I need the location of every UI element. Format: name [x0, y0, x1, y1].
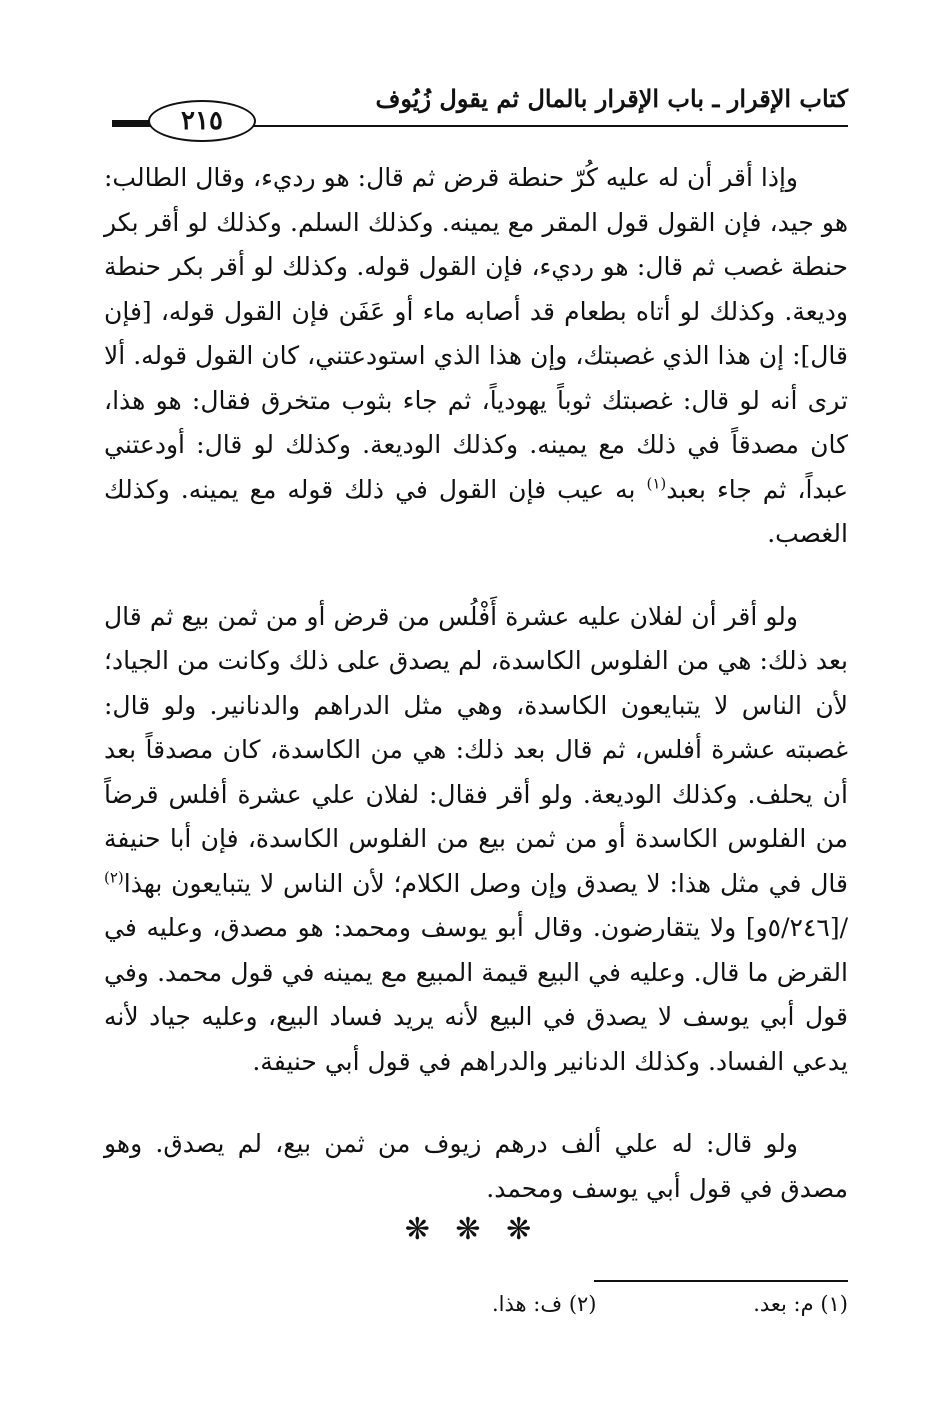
- paragraph-3-text: ولو قال: له علي ألف درهم زيوف من ثمن بيع، لم يصدق. وهو مصدق في قول أبي يوسف ومحمد.: [104, 1129, 848, 1203]
- footnote-1-label: (١): [820, 1292, 848, 1316]
- paragraph-2-text-a: ولو أقر أن لفلان عليه عشرة أَفْلُس من قرض أو من ثمن بيع ثم قال بعد ذلك: هي من الفلوس الكاسدة، لم يصدق على ذلك وكانت من الجياد؛ لأن الناس لا يتبايعون الكاسدة، وهي مثل الدراهم والدنانير. ولو قال: غصبته عشرة أفلس، ثم قال بعد ذلك: هي من الكاسدة، كان مصدقاً بعد أن يحلف. وكذلك الوديعة. ولو أقر فقال: لفلان علي عشرة أفلس قرضاً من الفلوس الكاسدة أو من ثمن بيع من الفلوس الكاسدة، فإن أبا حنيفة قال في مثل هذا: لا يصدق وإن وصل الكلام؛ لأن الناس لا يتبايعون بهذا: [104, 601, 848, 898]
- page-header: [112, 80, 848, 138]
- footnote-2-label: (٢): [568, 1292, 597, 1316]
- paragraph-2-text-b: /[٥/٢٤٦و] ولا يتقارضون. وقال أبو يوسف ومحمد: هو مصدق، وعليه في القرض ما قال. وعليه في البيع قيمة المبيع مع يمينه في قول محمد. وفي قول أبي يوسف لا يصدق في البيع لأنه يريد فساد البيع، وعليه جياد لأنه يدعي الفساد. وكذلك الدنانير والدراهم في قول أبي حنيفة.: [104, 913, 848, 1076]
- footnote-ref-2: (٢): [104, 868, 124, 887]
- footnote-2: [492, 1292, 597, 1316]
- footnote-1: [753, 1292, 848, 1316]
- footnotes: [88, 1292, 848, 1316]
- page-number: ٢١٥: [148, 100, 256, 142]
- paragraph-gap: [104, 1084, 848, 1122]
- paragraph-1-text-a: وإذا أقر أن له عليه كُرّ حنطة قرض ثم قال: هو رديء، وقال الطالب: هو جيد، فإن القول قول المقر مع يمينه. وكذلك السلم. وكذلك لو أقر بكر حنطة غصب ثم قال: هو رديء، فإن القول قوله. وكذلك لو أقر بكر حنطة وديعة. وكذلك لو أتاه بطعام قد أصابه ماء أو عَفَن فإن القول قوله، [فإن قال]: إن هذا الذي غصبتك، وإن هذا الذي استودعتني، كان القول قوله. ألا ترى أنه لو قال: غصبتك ثوباً يهودياً، ثم جاء بثوب متخرق فقال: هو هذا، كان مصدقاً في ذلك مع يمينه. وكذلك الوديعة. وكذلك لو قال: أودعتني عبداً، ثم جاء بعبد: [104, 163, 848, 504]
- paragraph-3: [104, 1122, 848, 1211]
- footnote-1-text: م: بعد.: [753, 1292, 814, 1316]
- paragraph-1: [104, 156, 848, 557]
- paragraph-gap: [104, 557, 848, 595]
- footnote-rule: [594, 1280, 848, 1282]
- footnote-ref-1: (١): [646, 474, 667, 493]
- body-text: [104, 156, 848, 1211]
- footnote-2-text: ف: هذا.: [491, 1292, 563, 1316]
- section-ornament: ❋ ❋ ❋: [404, 1212, 540, 1247]
- paragraph-2: [104, 595, 848, 1085]
- running-title: كتاب الإقرار ـ باب الإقرار بالمال ثم يقول زُيُوف: [375, 84, 848, 113]
- paragraph-1-text-b: به عيب فإن القول في ذلك قوله مع يمينه. وكذلك الغصب.: [104, 474, 848, 548]
